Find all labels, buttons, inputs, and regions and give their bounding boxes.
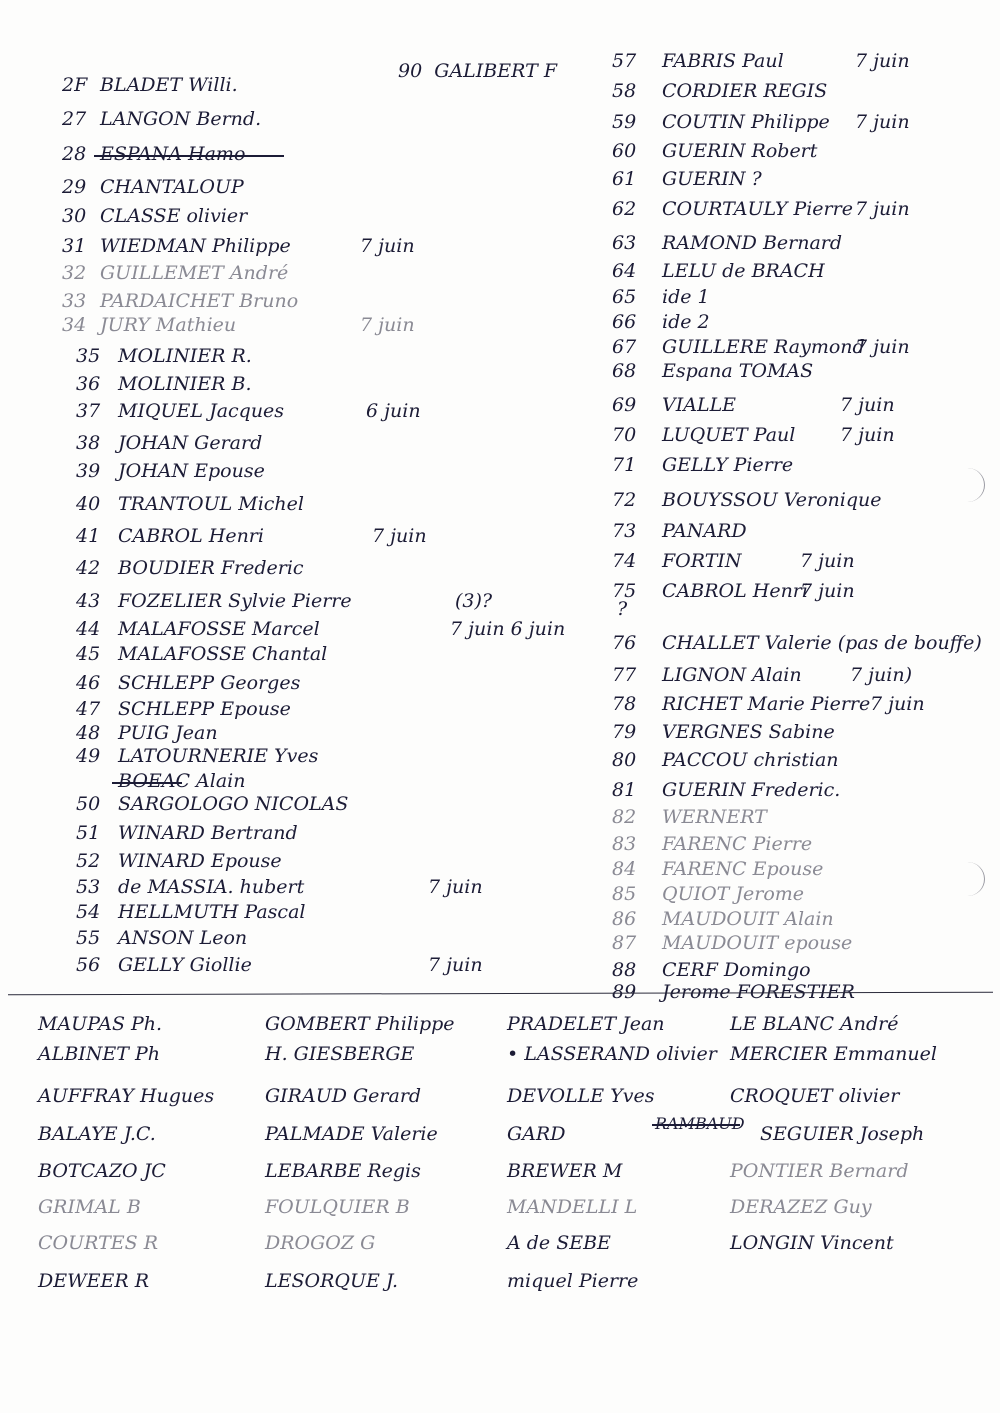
- entry-number: 69: [612, 394, 637, 416]
- entry-number: 83: [612, 833, 637, 855]
- entry-name: FORTIN: [662, 550, 742, 572]
- entry-name: BOEAC Alain: [118, 770, 246, 792]
- entry-name: GUERIN Robert: [662, 140, 818, 162]
- entry-number: 85: [612, 883, 637, 905]
- bottom-name-cell: A de SEBE: [507, 1232, 611, 1254]
- entry-number: 78: [612, 693, 637, 715]
- entry-number: 32: [62, 262, 87, 284]
- entry-name: PARDAICHET Bruno: [100, 290, 299, 312]
- entry-number: 42: [76, 557, 101, 579]
- struck-name: RAMBAUD: [655, 1114, 745, 1133]
- entry-number: 71: [612, 454, 637, 476]
- entry-name: MOLINIER R.: [118, 345, 252, 367]
- entry-name: ide 2: [662, 311, 710, 333]
- entry-note: 7 juin): [850, 664, 912, 686]
- bottom-name-cell: LE BLANC André: [730, 1013, 899, 1035]
- entry-name: LIGNON Alain: [662, 664, 802, 686]
- entry-number: 27: [62, 108, 87, 130]
- entry-name: MALAFOSSE Chantal: [118, 643, 328, 665]
- entry-name: CORDIER REGIS: [662, 80, 828, 102]
- entry-number: 84: [612, 858, 637, 880]
- entry-number: 30: [62, 205, 87, 227]
- entry-number: 79: [612, 721, 637, 743]
- entry-name: CABROL Henri: [662, 580, 808, 602]
- entry-number: 28: [62, 143, 87, 165]
- entry-note: 7 juin: [800, 580, 855, 602]
- entry-number: 70: [612, 424, 637, 446]
- bottom-name-cell: CROQUET olivier: [730, 1085, 900, 1107]
- bottom-name-cell: LEBARBE Regis: [265, 1160, 421, 1182]
- bottom-name-cell: LESORQUE J.: [265, 1270, 399, 1292]
- stray-question-mark: ?: [617, 598, 628, 620]
- entry-number: 89: [612, 981, 637, 1003]
- entry-number: 31: [62, 235, 87, 257]
- entry-note: 7 juin: [855, 336, 910, 358]
- entry-number: 51: [76, 822, 101, 844]
- entry-name: MIQUEL Jacques: [118, 400, 285, 422]
- entry-number: 72: [612, 489, 637, 511]
- entry-number: 47: [76, 698, 101, 720]
- bottom-name-cell: COURTES R: [38, 1232, 159, 1254]
- entry-number: 74: [612, 550, 637, 572]
- entry-name: SCHLEPP Georges: [118, 672, 301, 694]
- entry-number: 34: [62, 314, 87, 336]
- entry-name: GUILLEMET André: [100, 262, 289, 284]
- bottom-name-cell: PRADELET Jean: [507, 1013, 665, 1035]
- entry-number: 2F: [62, 74, 88, 96]
- entry-number: 80: [612, 749, 637, 771]
- entry-number: 39: [76, 460, 101, 482]
- entry-name: GUERIN ?: [662, 168, 762, 190]
- entry-note: 7 juin 6 juin: [450, 618, 566, 640]
- bottom-name-cell: PALMADE Valerie: [265, 1123, 438, 1145]
- entry-name: JOHAN Gerard: [118, 432, 263, 454]
- entry-number: 66: [612, 311, 637, 333]
- entry-name: CLASSE olivier: [100, 205, 248, 227]
- entry-name: CHALLET Valerie (pas de bouffe): [662, 632, 982, 654]
- entry-number: 68: [612, 360, 637, 382]
- entry-number: 55: [76, 927, 101, 949]
- entry-name: LUQUET Paul: [662, 424, 796, 446]
- entry-number: 73: [612, 520, 637, 542]
- entry-name: SCHLEPP Epouse: [118, 698, 291, 720]
- entry-number: 49: [76, 745, 101, 767]
- entry-number: 82: [612, 806, 637, 828]
- entry-name: FABRIS Paul: [662, 50, 784, 72]
- entry-name: GUERIN Frederic.: [662, 779, 841, 801]
- entry-number: 46: [76, 672, 101, 694]
- entry-name: FARENC Pierre: [662, 833, 813, 855]
- entry-name: GALIBERT F: [434, 60, 558, 82]
- entry-number: 43: [76, 590, 101, 612]
- entry-name: RAMOND Bernard: [662, 232, 843, 254]
- bottom-name-cell: DROGOZ G: [265, 1232, 376, 1254]
- entry-number: 44: [76, 618, 101, 640]
- entry-name: WERNERT: [662, 806, 767, 828]
- entry-number: 81: [612, 779, 637, 801]
- entry-number: 33: [62, 290, 87, 312]
- bottom-name-cell: LONGIN Vincent: [730, 1232, 894, 1254]
- bottom-name-cell: FOULQUIER B: [265, 1196, 410, 1218]
- entry-name: CHANTALOUP: [100, 176, 244, 198]
- entry-name: HELLMUTH Pascal: [118, 901, 306, 923]
- entry-name: CABROL Henri: [118, 525, 264, 547]
- bottom-name-cell: ALBINET Ph: [38, 1043, 161, 1065]
- entry-number: 90: [398, 60, 423, 82]
- bottom-name-cell: GRIMAL B: [38, 1196, 141, 1218]
- entry-note: 7 juin: [855, 50, 910, 72]
- entry-number: 64: [612, 260, 637, 282]
- entry-number: 61: [612, 168, 637, 190]
- entry-note: 7 juin: [840, 424, 895, 446]
- entry-note: 6 juin: [366, 400, 421, 422]
- entry-number: 60: [612, 140, 637, 162]
- entry-note: 7 juin: [855, 111, 910, 133]
- bottom-name-cell: DERAZEZ Guy: [730, 1196, 872, 1218]
- entry-name: JOHAN Epouse: [118, 460, 265, 482]
- entry-number: 53: [76, 876, 101, 898]
- punch-hole-mark: [950, 862, 985, 896]
- bottom-name-cell: DEWEER R: [38, 1270, 150, 1292]
- entry-name: RICHET Marie Pierre: [662, 693, 871, 715]
- bottom-name-cell: MERCIER Emmanuel: [730, 1043, 937, 1065]
- entry-number: 63: [612, 232, 637, 254]
- entry-note: 7 juin: [372, 525, 427, 547]
- entry-name: BLADET Willi.: [100, 74, 238, 96]
- bottom-name-cell: GIRAUD Gerard: [265, 1085, 422, 1107]
- entry-number: 58: [612, 80, 637, 102]
- entry-note: 7 juin: [800, 550, 855, 572]
- entry-number: 57: [612, 50, 637, 72]
- entry-note: 7 juin: [855, 198, 910, 220]
- entry-note: 7 juin: [428, 954, 483, 976]
- entry-name: FOZELIER Sylvie Pierre: [118, 590, 352, 612]
- entry-number: 77: [612, 664, 637, 686]
- entry-name: MALAFOSSE Marcel: [118, 618, 320, 640]
- entry-number: 36: [76, 373, 101, 395]
- entry-name: PANARD: [662, 520, 747, 542]
- entry-number: 59: [612, 111, 637, 133]
- bottom-name-cell: MANDELLI L: [507, 1196, 638, 1218]
- entry-number: 35: [76, 345, 101, 367]
- entry-number: 62: [612, 198, 637, 220]
- entry-number: 67: [612, 336, 637, 358]
- entry-number: 52: [76, 850, 101, 872]
- entry-number: 38: [76, 432, 101, 454]
- entry-name: QUIOT Jerome: [662, 883, 805, 905]
- entry-name: FARENC Epouse: [662, 858, 824, 880]
- entry-number: 87: [612, 932, 637, 954]
- entry-number: 48: [76, 722, 101, 744]
- entry-note: 7 juin: [840, 394, 895, 416]
- entry-number: 54: [76, 901, 101, 923]
- entry-name: WINARD Epouse: [118, 850, 282, 872]
- entry-name: PACCOU christian: [662, 749, 839, 771]
- entry-name: LATOURNERIE Yves: [118, 745, 319, 767]
- entry-name: JURY Mathieu: [100, 314, 237, 336]
- entry-name: MOLINIER B.: [118, 373, 252, 395]
- entry-name: VERGNES Sabine: [662, 721, 835, 743]
- entry-name: BOUYSSOU Veronique: [662, 489, 882, 511]
- entry-name: LELU de BRACH: [662, 260, 825, 282]
- entry-number: 86: [612, 908, 637, 930]
- bottom-name-cell: DEVOLLE Yves: [507, 1085, 655, 1107]
- entry-number: 50: [76, 793, 101, 815]
- entry-note: 7 juin: [870, 693, 925, 715]
- entry-name: VIALLE: [662, 394, 737, 416]
- entry-name: WIEDMAN Philippe: [100, 235, 291, 257]
- strikethrough-line: [112, 782, 182, 784]
- entry-name: GELLY Pierre: [662, 454, 794, 476]
- entry-number: 76: [612, 632, 637, 654]
- bottom-name-cell: GARD: [507, 1123, 566, 1145]
- bottom-name-cell: BALAYE J.C.: [38, 1123, 156, 1145]
- entry-number: 41: [76, 525, 101, 547]
- bottom-name-cell: GOMBERT Philippe: [265, 1013, 455, 1035]
- entry-number: 45: [76, 643, 101, 665]
- strikethrough-line: [652, 1124, 740, 1126]
- entry-number: 56: [76, 954, 101, 976]
- entry-name: MAUDOUIT Alain: [662, 908, 834, 930]
- entry-name: TRANTOUL Michel: [118, 493, 304, 515]
- entry-number: 29: [62, 176, 87, 198]
- entry-name: PUIG Jean: [118, 722, 218, 744]
- entry-name: Jerome FORESTIER: [662, 981, 855, 1003]
- bottom-name-cell: BREWER M: [507, 1160, 623, 1182]
- entry-name: ESPANA Hamo: [100, 143, 246, 165]
- entry-name: de MASSIA. hubert: [118, 876, 305, 898]
- entry-name: ANSON Leon: [118, 927, 248, 949]
- bottom-name-cell: H. GIESBERGE: [265, 1043, 415, 1065]
- entry-name: LANGON Bernd.: [100, 108, 262, 130]
- entry-name: COURTAULY Pierre: [662, 198, 853, 220]
- entry-number: 65: [612, 286, 637, 308]
- entry-note: 7 juin: [360, 314, 415, 336]
- entry-name: SARGOLOGO NICOLAS: [118, 793, 349, 815]
- entry-number: 40: [76, 493, 101, 515]
- entry-name: GELLY Giollie: [118, 954, 252, 976]
- entry-number: 88: [612, 959, 637, 981]
- entry-number: 75: [612, 580, 637, 602]
- bottom-name-cell: PONTIER Bernard: [730, 1160, 909, 1182]
- entry-name: CERF Domingo: [662, 959, 811, 981]
- bottom-name-cell: SEGUIER Joseph: [760, 1123, 925, 1145]
- bottom-name-cell: MAUPAS Ph.: [38, 1013, 163, 1035]
- bottom-name-cell: miquel Pierre: [507, 1270, 639, 1292]
- entry-name: BOUDIER Frederic: [118, 557, 304, 579]
- entry-name: ide 1: [662, 286, 710, 308]
- entry-number: 37: [76, 400, 101, 422]
- top-middle-entry: [398, 60, 557, 82]
- entry-name: WINARD Bertrand: [118, 822, 298, 844]
- punch-hole-mark: [950, 468, 985, 502]
- entry-name: GUILLERE Raymond: [662, 336, 865, 358]
- bottom-name-cell: • LASSERAND olivier: [507, 1043, 717, 1065]
- bottom-name-cell: AUFFRAY Hugues: [38, 1085, 215, 1107]
- strikethrough-line: [94, 155, 284, 157]
- entry-note: (3)?: [455, 590, 493, 612]
- entry-note: 7 juin: [428, 876, 483, 898]
- entry-name: COUTIN Philippe: [662, 111, 830, 133]
- entry-name: Espana TOMAS: [662, 360, 814, 382]
- entry-note: 7 juin: [360, 235, 415, 257]
- bottom-name-cell: BOTCAZO JC: [38, 1160, 166, 1182]
- entry-name: MAUDOUIT epouse: [662, 932, 853, 954]
